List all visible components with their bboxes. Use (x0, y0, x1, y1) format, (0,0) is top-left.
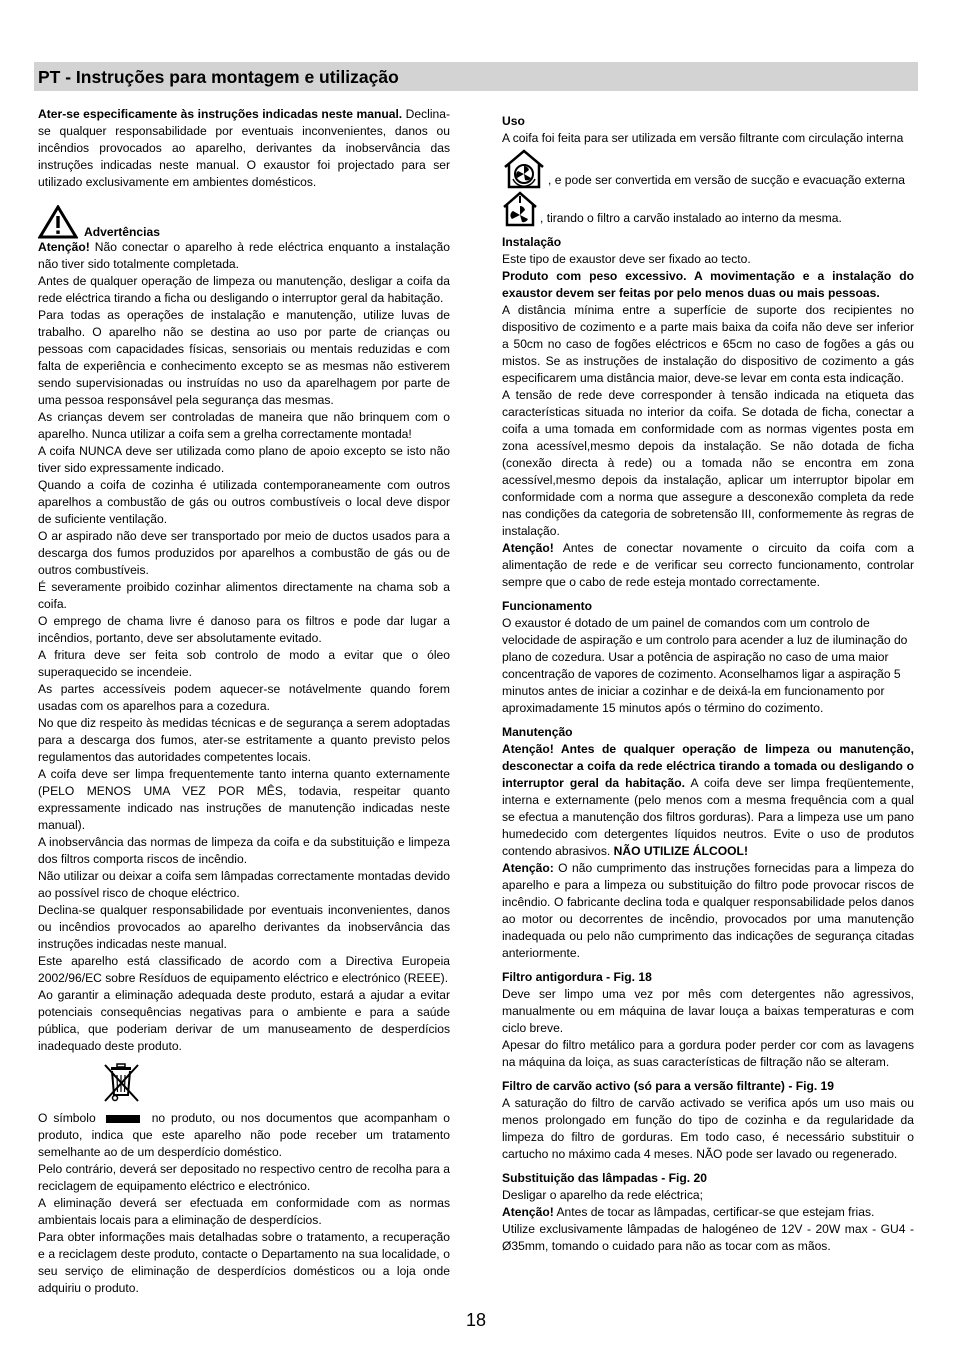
section-title-lampadas: Substituição das lâmpadas - Fig. 20 (502, 1171, 707, 1185)
section-title-uso: Uso (502, 114, 525, 128)
section-title-funcionamento: Funcionamento (502, 599, 593, 613)
section-title-filtro-antigordura: Filtro antigordura - Fig. 18 (502, 970, 652, 984)
intro-paragraph: Ater-se especificamente às instruções indicadas neste manual. Declina-se qualquer responsabilidade por eventuais inconvenientes, danos ou incêndios provocados ao aparelho, derivantes da inobservância das instruções indicadas neste manual. O exaustor foi projectado para ser utilizado exclusivamente em ambientes domésticos. (38, 107, 450, 189)
filter-text: Deve ser limpo uma vez por mês com detergentes não agressivos, manualmente ou em máquina de lavar louça a baixas temperaturas e com ciclo breve. (502, 987, 914, 1035)
recirculation-mode-icon (502, 149, 546, 189)
warning-paragraph: No que diz respeito às medidas técnicas e de segurança a serem adoptadas para a descarga dos fumos, ater-se estritamente a quanto previsto pelos regulamentos das autoridades competentes locais. (38, 716, 450, 764)
warning-paragraph: Este aparelho está classificado de acordo com a Directiva Europeia 2002/96/EC sobre Resíduos de equipamento eléctrico e electrónico (REEE). (38, 954, 450, 985)
install-weight-warning: Produto com peso excessivo. A movimentação e a instalação do exaustor devem ser feitas por pelo menos duas ou mais pessoas. (502, 269, 914, 300)
warning-paragraph: É severamente proibido cozinhar alimentos directamente na chama sob a coifa. (38, 580, 450, 611)
symbol-paragraph: O símbolo no produto, ou nos documentos que acompanham o produto, indica que este aparelho não pode receber um tratamento semelhante ao de um desperdício doméstico. (38, 1111, 450, 1159)
maintenance-attention: Atenção: O não cumprimento das instruções fornecidas para a limpeza do aparelho e para a limpeza ou substituição do filtro pode provocar riscos de incêndio. O fabricante declina toda e qualquer responsabilidade pelos danos ao motor ou decorrentes de incêndio, provocados por uma manutenção inadequada ou pelo não cumprimento das indicações de segurança citadas anteriormente. (502, 861, 914, 960)
func-text: O exaustor é dotado de um painel de comandos com um controlo de velocidade de aspiração e um controlo para acender a luz de iluminação do plano de cozedura. Usar a potência de aspiração no caso de uma maior concentração de vapores de cozimento. Aconselhamos ligar a aspiração 5 minutos antes de iniciar a cozinhar e de deixá-la em funcionamento por aproximadamente 15 minutos após o término do cozimento. (502, 616, 908, 715)
section-title-instalacao: Instalação (502, 235, 562, 249)
warning-paragraph: As partes accessíveis podem aquecer-se notávelmente quando forem usadas com os aparelhos para a cozedura. (38, 682, 450, 713)
warnings-title: Advertências (84, 225, 160, 239)
warning-paragraph: A coifa NUNCA deve ser utilizada como plano de apoio excepto se isto não tiver sido expressamente indicado. (38, 444, 450, 475)
uso-text: A coifa foi feita para ser utilizada em versão filtrante com circulação interna (502, 131, 904, 145)
warning-paragraph: Ao garantir a eliminação adequada deste produto, estará a ajudar a evitar potenciais consequências negativas para o ambiente e para a saúde pública, que poderiam derivar de um manuseamento de desperdícios inadequado deste produto. (38, 988, 450, 1053)
warning-paragraph: Para todas as operações de instalação e manutenção, utilize luvas de trabalho. O aparelho não se destina ao uso por parte de crianças ou pessoas com capacidades físicas, sensoriais ou mentais reduzidas e com falta de experiência e conhecimento excepto se as mesmas não estiverem sendo supervisionadas ou instruídas no uso da aparelhagem por parte de uma pessoa responsável pela segurança das mesmas. (38, 308, 450, 407)
section-header (34, 62, 918, 91)
install-attention: Atenção! Antes de conectar novamente o circuito da coifa com a alimentação de rede e de verificar seu correcto funcionamento, controlar sempre que o cabo de rede esteja montado correctamente. (502, 541, 914, 589)
warning-paragraph: Quando a coifa de cozinha é utilizada contemporaneamente com outros aparelhos a combustão de gás ou outros combustíveis o local deve dispor de suficiente ventilação. (38, 478, 450, 526)
black-bar-symbol (106, 1115, 140, 1123)
section-title-filtro-carvao: Filtro de carvão activo (só para a versão filtrante) - Fig. 19 (502, 1079, 835, 1093)
lamp-text: Utilize exclusivamente lâmpadas de halogéneo de 12V - 20W max - GU4 - Ø35mm, tomando o cuidado para não as tocar com as mãos. (502, 1222, 914, 1253)
install-text: Este tipo de exaustor deve ser fixado ao tecto. (502, 252, 751, 266)
warning-paragraph: Declina-se qualquer responsabilidade por eventuais inconvenientes, danos ou incêndios provocados ao aparelho derivantes da inobservância das instruções indicadas neste manual. (38, 903, 450, 951)
filter-text: Apesar do filtro metálico para a gordura poder perder cor com as lavagens na máquina da loiça, as suas características de filtração não se alteram. (502, 1038, 914, 1069)
warning-paragraph: O ar aspirado não deve ser transportado por meio de ductos usados para a descarga dos fumos produzidos por aparelhos a combustão de gás ou de outros combustíveis. (38, 529, 450, 577)
right-column (502, 113, 914, 1255)
warning-paragraph: Antes de qualquer operação de limpeza ou manutenção, desligar a coifa da rede eléctrica tirando a ficha ou desligando o interruptor geral da habitação. (38, 274, 450, 305)
disposal-paragraph: Pelo contrário, deverá ser depositado no respectivo centro de recolha para a reciclagem de equipamento eléctrico e electrónico. (38, 1162, 450, 1193)
carbon-filter-text: A saturação do filtro de carvão activado se verifica após um uso mais ou menos prolongado em função do tipo de cozinha e da regularidade da limpeza do filtro de gorduras. Em todo caso, é necessário substituir o cartucho no máximo cada 4 meses. NÃO pode ser lavado ou regenerado. (502, 1096, 914, 1161)
attention-paragraph: Atenção! Não conectar o aparelho à rede eléctrica enquanto a instalação não tiver sido totalmente completada. (38, 240, 450, 271)
warning-paragraph: As crianças devem ser controladas de maneira que não brinquem com o aparelho. Nunca utilizar a coifa sem a grelha correctamente montada! (38, 410, 450, 441)
section-title-manutencao: Manutenção (502, 725, 573, 739)
uso-recirculation-line: , e pode ser convertida em versão de sucção e evacuação externa (502, 149, 914, 189)
page-number: 18 (466, 1310, 487, 1330)
crossed-bin-icon (102, 1061, 142, 1105)
exhaust-mode-icon (502, 191, 538, 227)
warning-paragraph: A inobservância das normas de limpeza da coifa e da substituição e limpeza dos filtros comporta riscos de incêndio. (38, 835, 450, 866)
disposal-paragraph: Para obter informações mais detalhadas sobre o tratamento, a recuperação e a reciclagem deste produto, contacte o Departamento na sua localidade, o seu serviço de eliminação de desperdícios domésticos ou a loja onde adquiriu o produto. (38, 1230, 450, 1295)
warning-paragraph: A coifa deve ser limpa frequentemente tanto interna quanto externamente (PELO MENOS UMA VEZ POR MÊS, todavia, respeitar quanto expressamente indicado nas instruções de manutenção indicadas neste manual). (38, 767, 450, 832)
warning-triangle-icon (38, 205, 78, 239)
lamp-text: Desligar o aparelho da rede eléctrica; (502, 1188, 704, 1202)
left-column (38, 106, 450, 1297)
warnings-heading (38, 205, 450, 239)
install-text: A tensão de rede deve corresponder à tensão indicada na etiqueta das características situada no interior da coifa. Se dotada de ficha, conectar a coifa a uma tomada em conformidade com as normas vigentes posta em zona acessível,mesmo depois da instalação. Se não dotada de ficha (conexão directa à rede) ou a tomada não se encontra em zona acessível,mesmo depois da instalação, aplicar um interruptor bipolar em conformidade com a norma que assegure a desconexão completa da rede nas condições da categoria de sobretensão III, conformemente às regras de instalação. (502, 388, 914, 538)
maintenance-text: Atenção! Antes de qualquer operação de limpeza ou manutenção, desconectar a coifa da rede eléctrica tirando a tomada ou desligando o interruptor geral da habitação. A coifa deve ser limpa freqüentemente, interna e externamente (pelo menos com a mesma frequência com a qual se efectua a manutenção dos filtros gorduras). Para a limpeza use um pano humedecido com detergentes líquidos neutros. Evite o uso de produtos contendo abrasivos. NÃO UTILIZE ÁLCOOL! (502, 742, 914, 858)
warning-paragraph: A fritura deve ser feita sob controlo de modo a evitar que o óleo superaquecido se incendeie. (38, 648, 450, 679)
disposal-paragraph: A eliminação deverá ser efectuada em conformidade com as normas ambientais locais para a eliminação de desperdícios. (38, 1196, 450, 1227)
warning-paragraph: O emprego de chama livre é danoso para os filtros e pode dar lugar a incêndios, portanto, deve ser absolutamente evitado. (38, 614, 450, 645)
uso-exhaust-line: , tirando o filtro a carvão instalado ao interno da mesma. (502, 191, 914, 227)
page-title: PT - Instruções para montagem e utilização (38, 67, 399, 87)
warning-paragraph: Não utilizar ou deixar a coifa sem lâmpadas correctamente montadas devido ao possível risco de choque eléctrico. (38, 869, 450, 900)
install-text: A distância mínima entre a superfície de suporte dos recipientes no dispositivo de cozimento e a parte mais baixa da coifa não deve ser inferior a 50cm no caso de fogões eléctricos e 65cm no caso de fogões a gás ou mistos. Se as instruções de instalação do dispositivo de cozimento a gás especificarem uma distância maior, deve-se levar em conta esta indicação. (502, 303, 914, 385)
lamp-attention: Atenção! Antes de tocar as lâmpadas, certificar-se que estejam frias. (502, 1205, 875, 1219)
